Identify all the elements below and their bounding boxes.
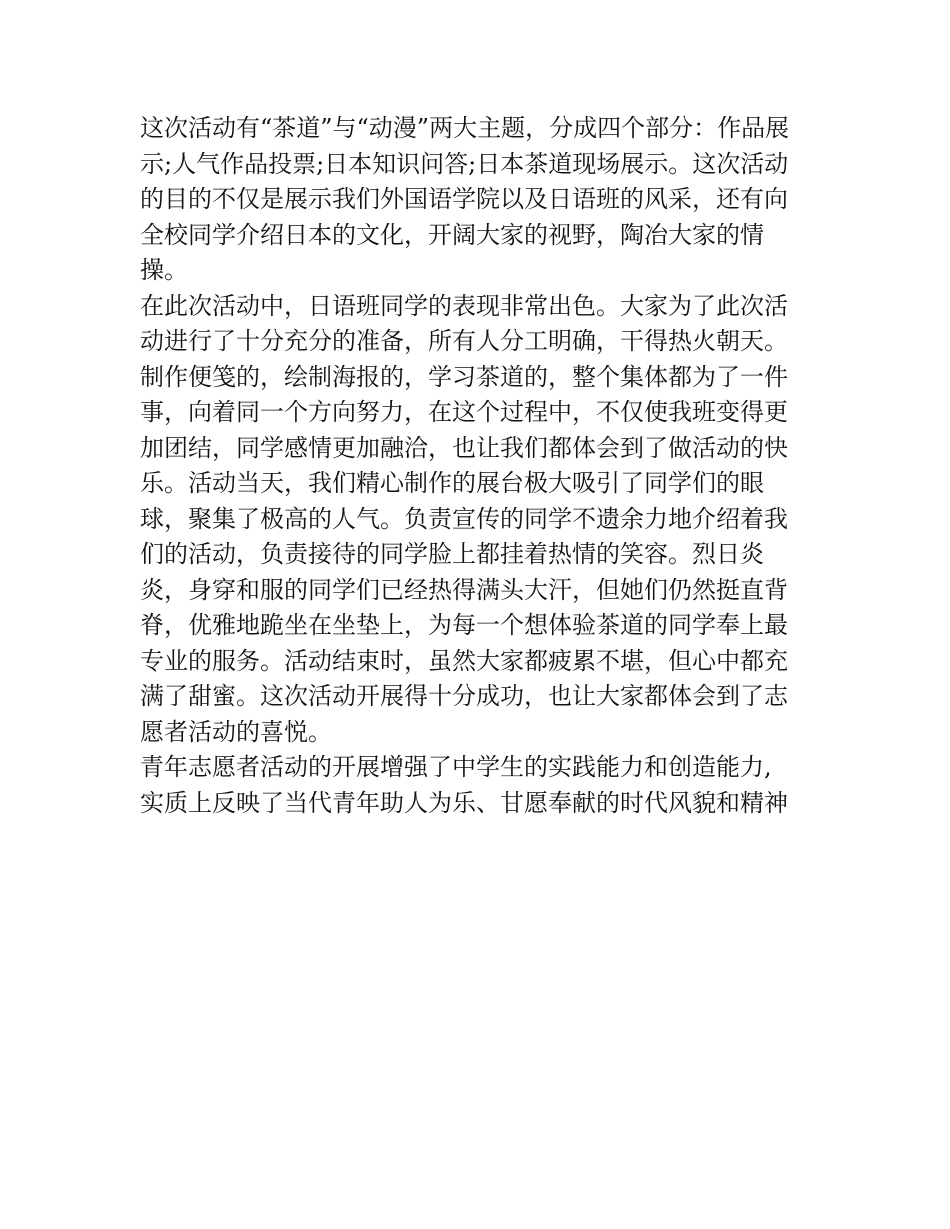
text-line: 事，向着同一个方向努力，在这个过程中，不仅使我班变得更 bbox=[140, 398, 788, 426]
text-line: 愿者活动的喜悦。 bbox=[140, 717, 332, 746]
text-line: 乐。活动当天，我们精心制作的展台极大吸引了同学们的眼 bbox=[140, 469, 764, 497]
text-line: 专业的服务。活动结束时，虽然大家都疲累不堪，但心中都充 bbox=[140, 646, 788, 675]
text-line: 这次活动有“茶道”与“动漫”两大主题，分成四个部分：作品展 bbox=[140, 114, 790, 142]
text-line: 青年志愿者活动的开展增强了中学生的实践能力和创造能力, bbox=[140, 753, 772, 781]
text-line: 满了甜蜜。这次活动开展得十分成功，也让大家都体会到了志 bbox=[140, 682, 788, 710]
text-line: 炎，身穿和服的同学们已经热得满头大汗，但她们仍然挺直背 bbox=[140, 575, 788, 604]
text-line: 实质上反映了当代青年助人为乐、甘愿奉献的时代风貌和精神 bbox=[140, 788, 788, 817]
text-line: 在此次活动中，日语班同学的表现非常出色。大家为了此次活 bbox=[140, 291, 788, 320]
text-line: 脊，优雅地跪坐在坐垫上，为每一个想体验茶道的同学奉上最 bbox=[140, 611, 788, 639]
document-body bbox=[140, 111, 820, 821]
text-line: 全校同学介绍日本的文化，开阔大家的视野，陶冶大家的情 bbox=[140, 220, 764, 249]
text-line: 们的活动，负责接待的同学脸上都挂着热情的笑容。烈日炎 bbox=[140, 540, 764, 568]
text-line: 示;人气作品投票;日本知识问答;日本茶道现场展示。这次活动 bbox=[140, 149, 789, 178]
text-line: 加团结，同学感情更加融洽，也让我们都体会到了做活动的快 bbox=[140, 433, 788, 462]
text-line: 的目的不仅是展示我们外国语学院以及日语班的风采，还有向 bbox=[140, 185, 788, 213]
text-line: 制作便笺的，绘制海报的，学习茶道的，整个集体都为了一件 bbox=[140, 362, 788, 391]
text-line: 动进行了十分充分的准备，所有人分工明确，干得热火朝天。 bbox=[140, 327, 788, 355]
text-line: 球，聚集了极高的人气。负责宣传的同学不遗余力地介绍着我 bbox=[140, 504, 788, 533]
text-line: 操。 bbox=[140, 256, 188, 284]
